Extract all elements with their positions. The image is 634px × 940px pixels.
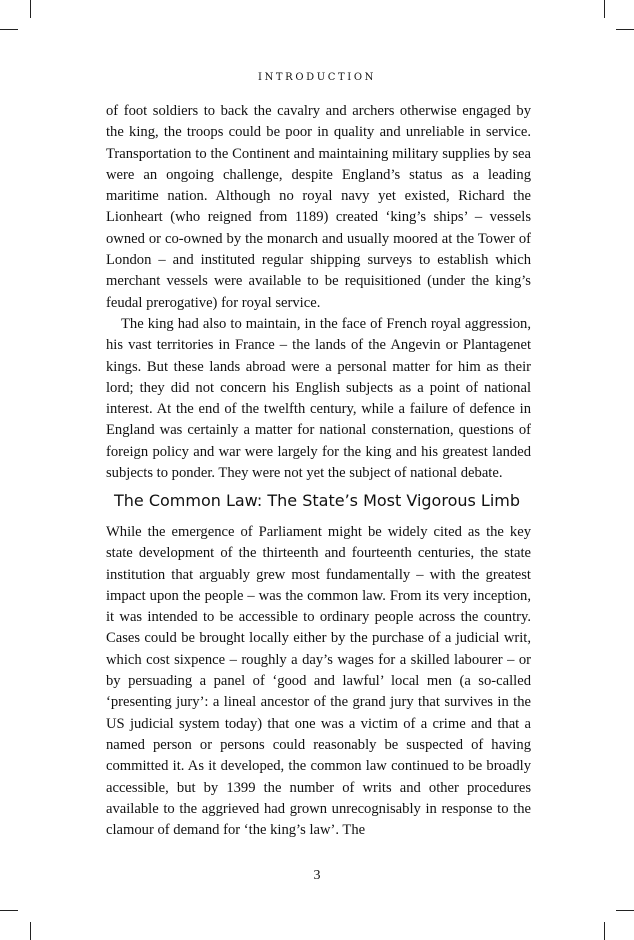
crop-mark-bottom-left-horizontal — [0, 910, 18, 911]
body-text-bottom — [106, 522, 531, 841]
running-head: INTRODUCTION — [258, 72, 376, 83]
paragraph-king-territories: The king had also to maintain, in the face of French royal aggression, his vast territories in France – the lands of the Angevin or Plantagenet kings. But these lands abroad were a personal matter for him as their lord; they did not concern his English subjects as a point of national interest. At the end of the twelfth century, while a failure of defence in England was certainly a matter for national consternation, questions of foreign policy and war were largely for the king and his greatest landed subjects to ponder. They were not yet the subject of national debate. — [106, 315, 531, 482]
section-heading: The Common Law: The State’s Most Vigorous Limb — [113, 491, 521, 510]
paragraph-continued: of foot soldiers to back the cavalry and archers otherwise engaged by the king, the troops could be poor in quality and unreliable in service. Transportation to the Continent and maintaining military supplies by sea were an ongoing challenge, despite England’s status as a leading maritime nation. Although no royal navy yet existed, Richard the Lionheart (who reigned from 1189) created ‘king’s ships’ – vessels owned or co-owned by the monarch and usually moored at the Tower of London – and instituted regular shipping surveys to establish which merchant vessels were available to be requisitioned (under the king’s feudal prerogative) for royal service. — [106, 103, 531, 311]
page-number: 3 — [313, 868, 321, 883]
crop-mark-top-right-horizontal — [616, 29, 634, 30]
crop-mark-bottom-left-vertical — [30, 922, 31, 940]
crop-mark-bottom-right-vertical — [604, 922, 605, 940]
body-text-top — [106, 101, 531, 484]
crop-mark-bottom-right-horizontal — [616, 910, 634, 911]
crop-mark-top-right-vertical — [604, 0, 605, 18]
crop-mark-top-left-horizontal — [0, 29, 18, 30]
crop-mark-top-left-vertical — [30, 0, 31, 18]
paragraph-common-law: While the emergence of Parliament might be widely cited as the key state development of the thirteenth and fourteenth centuries, the state institution that arguably grew most fundamentally – with the greatest impact upon the people – was the common law. From its very inception, it was intended to be accessible to ordinary people across the country. Cases could be brought locally either by the purchase of a judicial writ, which cost sixpence – roughly a day’s wages for a skilled labourer – or by persuading a panel of ‘good and lawful’ local men (a so-called ‘presenting jury’: a lineal ancestor of the grand jury that survives in the US judicial system today) that one was a victim of a crime and that a named person or persons could reasonably be suspected of having committed it. As it developed, the common law continued to be broadly accessible, but by 1399 the number of writs and other procedures available to the aggrieved had grown unrecognisably in response to the clamour of demand for ‘the king’s law’. The — [106, 524, 531, 839]
